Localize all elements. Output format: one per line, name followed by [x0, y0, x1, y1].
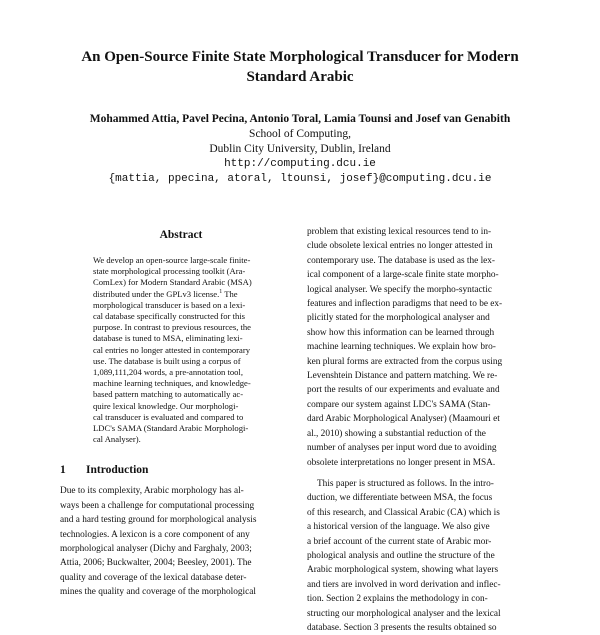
body-line: machine learning techniques. We explain how bro-	[307, 342, 496, 353]
abstract-line: ComLex) for Modern Standard Arabic (MSA)	[93, 277, 252, 288]
abstract-line: use. The database is built using a corpus of	[93, 355, 241, 366]
title-line: An Open-Source Finite State Morphological Transducer for Modern	[81, 49, 519, 65]
paper-title	[60, 47, 540, 87]
body-line: clude obsolete lexical entries no longer attested in	[307, 241, 493, 252]
body-line: technologies. A lexicon is a core component of any	[60, 529, 250, 540]
body-line: a brief account of the current state of Arabic mor-	[307, 536, 492, 547]
body-line: of this research, and Classical Arabic (CA) which is	[307, 507, 500, 518]
abstract-line: database is tuned to MSA, eliminating lexi-	[93, 333, 243, 344]
abstract-line: We develop an open-source large-scale finite-	[93, 255, 251, 265]
footnote-mark: 1	[219, 288, 223, 295]
body-line: obsolete interpretations no longer present in MSA.	[307, 457, 496, 468]
author-url: http://computing.dcu.ie	[224, 158, 376, 170]
author-block	[40, 112, 560, 187]
body-line: morphological analyser (Dichy and Farghaly, 2003;	[60, 544, 252, 555]
body-line: tion. Section 2 explains the methodology in con-	[307, 594, 488, 605]
body-line: problem that existing lexical resources tend to in-	[307, 227, 492, 237]
body-line: number of analyses per input word due to avoiding	[307, 443, 497, 454]
body-line: contemporary use. The database is used as the lex-	[307, 255, 496, 266]
body-line: plicitly stated for the morphological analyser and	[307, 313, 490, 324]
abstract-line: quire lexical knowledge. Our morphologi-	[93, 400, 239, 411]
section-number: 1	[60, 464, 66, 477]
abstract-line: LDC's SAMA (Standard Arabic Morphologi-	[93, 423, 249, 434]
abstract-line: based pattern matching to automatically ac-	[93, 389, 244, 400]
right-column	[307, 225, 543, 635]
body-line: Due to its complexity, Arabic morphology has al-	[60, 486, 244, 497]
abstract-line: cal database specifically constructed for this	[93, 311, 245, 322]
abstract-line: distributed under the GPLv3 license.	[93, 288, 220, 299]
body-line: mines the quality and coverage of the morphological	[60, 587, 256, 598]
body-line: duction, we differentiate between MSA, the focus	[307, 493, 493, 504]
body-line: database. Section 3 presents the results obtained so	[307, 622, 497, 633]
abstract-heading: Abstract	[159, 229, 203, 241]
body-line: compare our system against LDC's SAMA (Stan-	[307, 399, 491, 410]
right-paragraph-2	[307, 477, 543, 635]
abstract-line: state morphological processing toolkit (Ara-	[93, 266, 246, 277]
body-line: ken plural forms are extracted from the corpus using	[307, 356, 503, 367]
author-university: Dublin City University, Dublin, Ireland	[209, 143, 391, 155]
body-line: dard Arabic Morphological Analyser) (Maamouri et	[307, 414, 500, 425]
body-line: and tiers are involved in word derivation and inflec-	[307, 579, 501, 590]
author-school: School of Computing,	[249, 128, 351, 140]
body-line: features and inflection paradigms that need to be ex-	[307, 299, 503, 310]
body-line: ical component of a large-scale finite state morpho-	[307, 270, 499, 281]
body-line: structing our morphological analyser and the lexical	[307, 608, 501, 619]
body-line: Levenshtein Distance and pattern matching. We re-	[307, 371, 498, 382]
section-title: Introduction	[86, 464, 149, 477]
abstract-line: cal entries no longer attested in contemporary	[93, 344, 251, 355]
body-line: show how this information can be learned through	[307, 327, 495, 338]
body-line: ways been a challenge for computational processing	[60, 500, 255, 511]
abstract-line-with-footnote	[93, 289, 278, 300]
abstract-line-tail: The	[222, 288, 238, 299]
body-line: logical analyser. We specify the morpho-syntactic	[307, 284, 492, 295]
title-line: Standard Arabic	[246, 69, 354, 85]
author-names: Mohammed Attia, Pavel Pecina, Antonio Toral, Lamia Tounsi and Josef van Genabith	[89, 113, 511, 125]
abstract-body	[93, 255, 278, 445]
right-paragraph-1	[307, 225, 543, 470]
body-line: This paper is structured as follows. In the intro-	[317, 478, 494, 489]
body-line: a historical version of the language. We also give	[307, 522, 490, 533]
body-line: quality and coverage of the lexical database deter-	[60, 572, 247, 583]
body-line: al., 2010) showing a substantial reduction of the	[307, 428, 486, 439]
body-line: Attia, 2006; Buckwalter, 2004; Beesley, 2001). The	[60, 558, 252, 569]
abstract-line: purpose. In contrast to previous resources, the	[93, 322, 251, 333]
abstract-line: cal transducer is evaluated and compared to	[93, 411, 244, 422]
body-line: and a hard testing ground for morphological analysis	[60, 515, 257, 526]
abstract-line: cal Analyser).	[93, 434, 141, 445]
body-line: Arabic morphological system, showing what layers	[307, 565, 499, 576]
abstract-line: machine learning techniques, and knowledge-	[93, 378, 251, 389]
abstract-line: 1,089,111,204 words, a pre-annotation tool,	[93, 367, 243, 378]
body-line: phological analysis and outline the structure of the	[307, 550, 495, 561]
left-column	[60, 228, 296, 600]
section-heading-introduction	[60, 463, 296, 477]
author-emails: {mattia, ppecina, atoral, ltounsi, josef}@computing.dcu.ie	[108, 173, 492, 185]
introduction-body	[60, 484, 296, 599]
body-line: port the results of our experiments and evaluate and	[307, 385, 500, 396]
abstract-line: morphological transducer is based on a lexi-	[93, 299, 246, 310]
